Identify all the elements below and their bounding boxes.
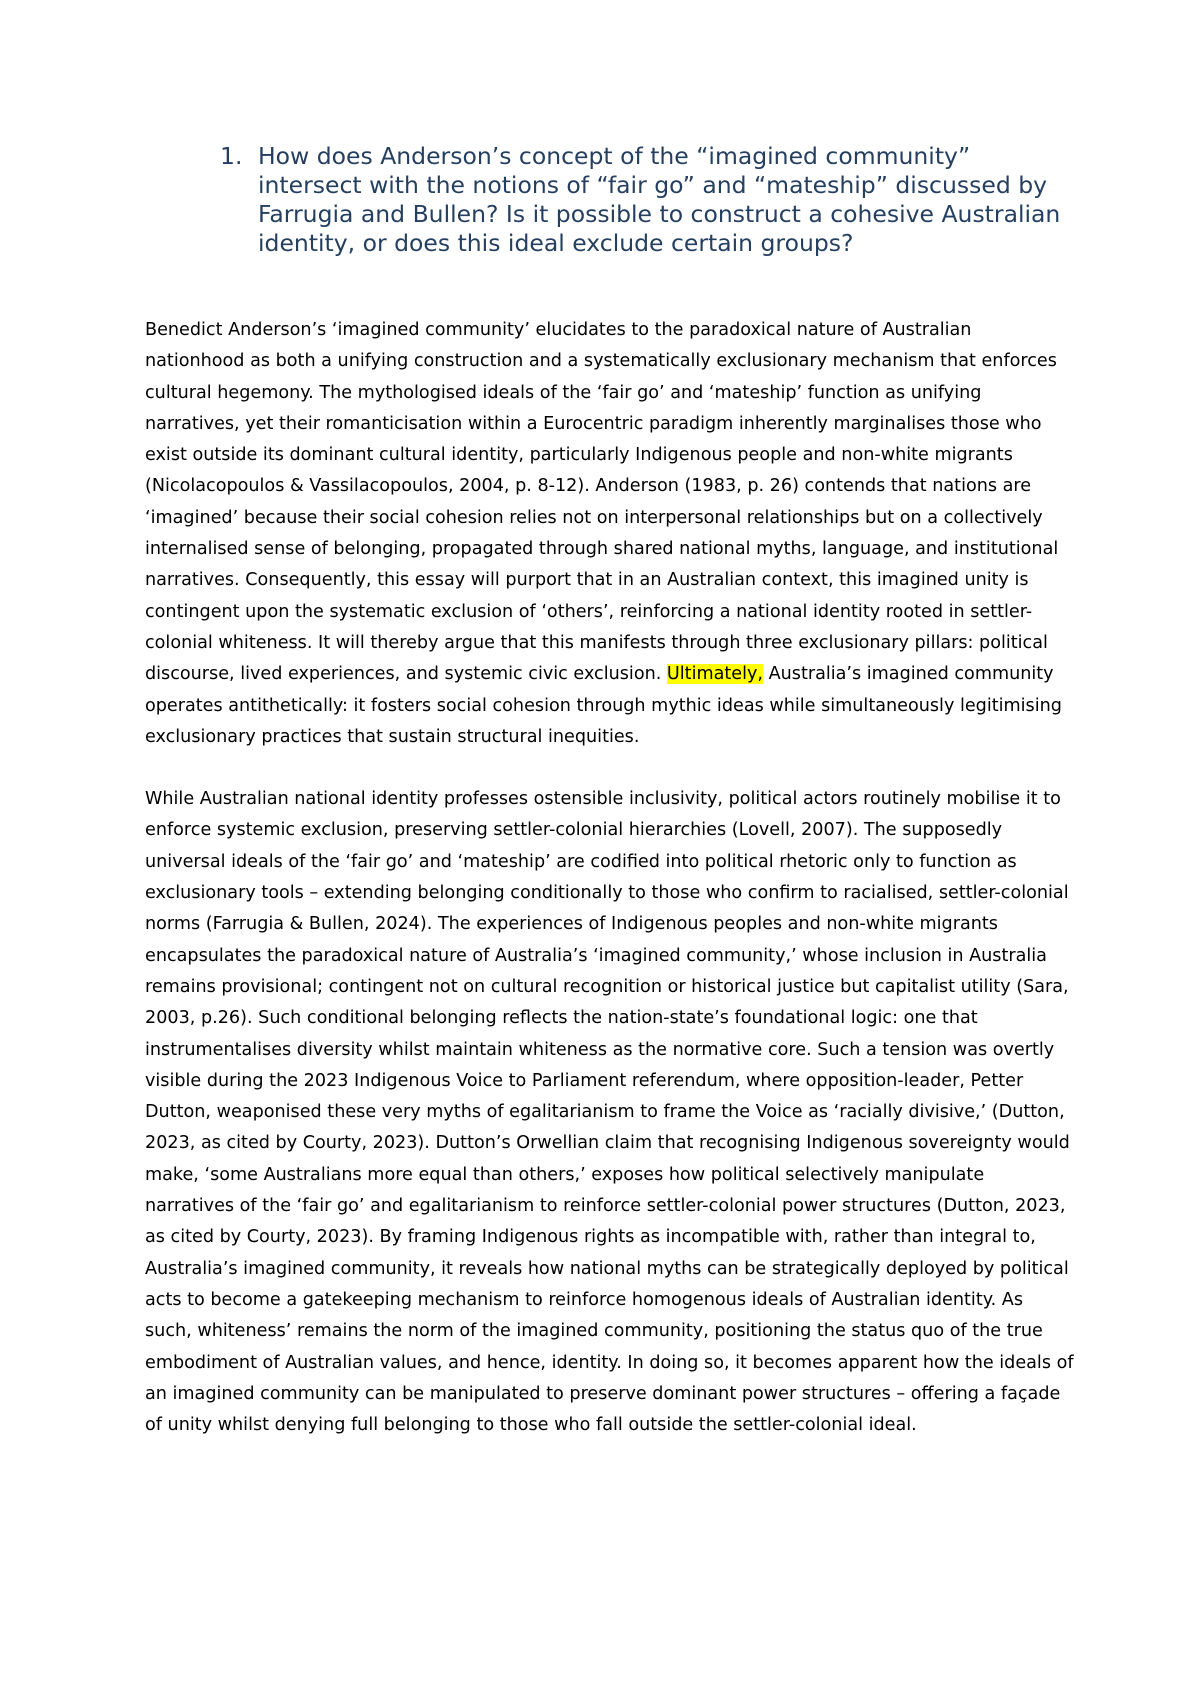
paragraph-intro — [145, 315, 1075, 753]
paragraph-political-discourse: While Australian national identity professes ostensible inclusivity, political actors routinely mobilise it to enforce systemic exclusion, preserving settler-colonial hierarchies (Lovell, 2007). The supposedly universal ideals of the ‘fair go’ and ‘mateship’ are codified into political rhetoric only to function as exclusionary tools – extending belonging conditionally to those who confirm to racialised, settler-colonial norms (Farrugia & Bullen, 2024). The experiences of Indigenous peoples and non-white migrants encapsulates the paradoxical nature of Australia’s ‘imagined community,’ whose inclusion in Australia remains provisional; contingent not on cultural recognition or historical justice but capitalist utility (Sara, 2003, p.26). Such conditional belonging reflects the nation-state’s foundational logic: one that instrumentalises diversity whilst maintain whiteness as the normative core. Such a tension was overtly visible during the 2023 Indigenous Voice to Parliament referendum, where opposition-leader, Petter Dutton, weaponised these very myths of egalitarianism to frame the Voice as ‘racially divisive,’ (Dutton, 2023, as cited by Courty, 2023). Dutton’s Orwellian claim that recognising Indigenous sovereignty would make, ‘some Australians more equal than others,’ exposes how political selectively manipulate narratives of the ‘fair go’ and egalitarianism to reinforce settler-colonial power structures (Dutton, 2023, as cited by Courty, 2023). By framing Indigenous rights as incompatible with, rather than integral to, Australia’s imagined community, it reveals how national myths can be strategically deployed by political acts to become a gatekeeping mechanism to reinforce homogenous ideals of Australian identity. As such, whiteness’ remains the norm of the imagined community, positioning the status quo of the true embodiment of Australian values, and hence, identity. In doing so, it becomes apparent how the ideals of an imagined community can be manipulated to preserve dominant power structures – offering a façade of unity whilst denying full belonging to those who fall outside the settler-colonial ideal. — [145, 789, 1074, 1436]
paragraph-intro-conclusion: Australia’s imagined community operates antithetically: it fosters social cohesion through mythic ideas while simultaneously legitimising exclusionary practices that sustain structural inequities. — [145, 664, 1062, 747]
question-text: How does Anderson’s concept of the “imagined community” intersect with the notions of “fair go” and “mateship” discussed by Farrugia and Bullen? Is it possible to construct a cohesive Australian identity, or does this ideal exclude certain groups? — [258, 142, 1061, 257]
essay-body — [145, 315, 1075, 1441]
question-heading — [220, 142, 1080, 258]
paragraph-intro-text: Benedict Anderson’s ‘imagined community’ elucidates to the paradoxical nature of Australian nationhood as both a unifying construction and a systematically exclusionary mechanism that enforces cultural hegemony. The mythologised ideals of the ‘fair go’ and ‘mateship’ function as unifying narratives, yet their romanticisation within a Eurocentric paradigm inherently marginalises those who exist outside its dominant cultural identity, particularly Indigenous people and non-white migrants (Nicolacopoulos & Vassilacopoulos, 2004, p. 8-12). Anderson (1983, p. 26) contends that nations are ‘imagined’ because their social cohesion relies not on interpersonal relationships but on a collectively internalised sense of belonging, propagated through shared national myths, language, and institutional narratives. Consequently, this essay will purport that in an Australian context, this imagined unity is contingent upon the systematic exclusion of ‘others’, reinforcing a national identity rooted in settler-colonial whiteness. It will thereby argue that this manifests through three exclusionary pillars: political discourse, lived experiences, and systemic civic exclusion. — [145, 320, 1059, 685]
highlighted-text: Ultimately, — [666, 664, 764, 685]
question-number: 1. — [220, 142, 243, 170]
